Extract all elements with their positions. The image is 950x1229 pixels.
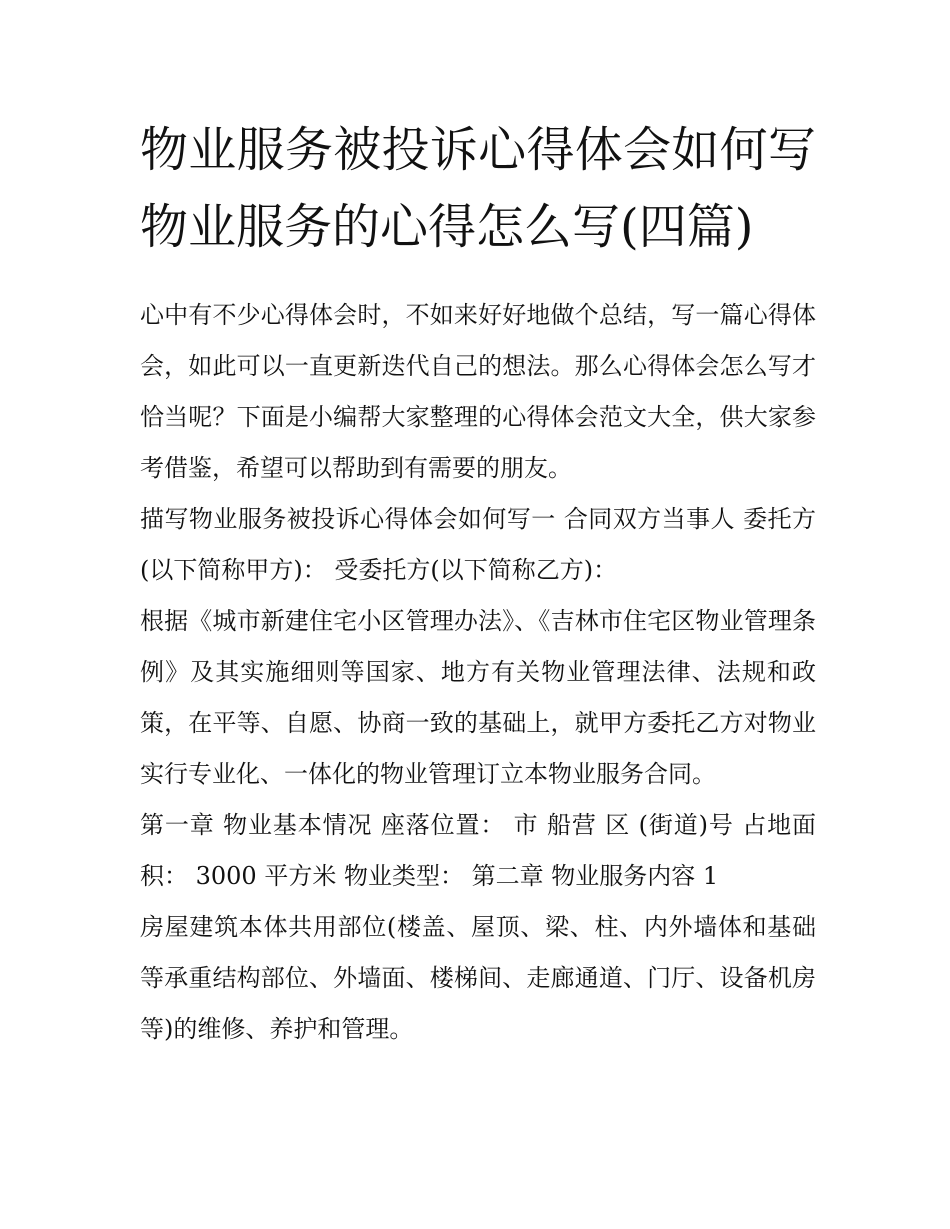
paragraph-service-scope: 房屋建筑本体共用部位(楼盖、屋顶、梁、柱、内外墙体和基础等承重结构部位、外墙面、楼梯间、走廊通道、门厅、设备机房等)的维修、养护和管理。 xyxy=(140,913,816,1043)
paragraph-basis: 根据《城市新建住宅小区管理办法》、《吉林市住宅区物业管理条例》及其实施细则等国家、地方有关物业管理法律、法规和政策，在平等、自愿、协商一致的基础上，就甲方委托乙方对物业实行专业化、一体化的物业管理订立本物业服务合同。 xyxy=(140,607,816,788)
paragraph-intro: 心中有不少心得体会时，不如来好好地做个总结，写一篇心得体会，如此可以一直更新迭代自己的想法。那么心得体会怎么写才恰当呢？下面是小编帮大家整理的心得体会范文大全，供大家参考借鉴，希望可以帮助到有需要的朋友。 xyxy=(140,301,816,482)
paragraph-parties: 描写物业服务被投诉心得体会如何写一 合同双方当事人 委托方(以下简称甲方)： 受委托方(以下简称乙方)： xyxy=(140,505,816,584)
title-spacer xyxy=(140,266,816,290)
document-title: 物业服务被投诉心得体会如何写 物业服务的心得怎么写(四篇) xyxy=(140,122,816,255)
paragraph-chapter-one: 第一章 物业基本情况 座落位置： 市 船营 区 (街道)号 占地面积： 3000 平方米 物业类型： 第二章 物业服务内容 1 xyxy=(140,811,816,890)
document-body xyxy=(140,112,816,1055)
